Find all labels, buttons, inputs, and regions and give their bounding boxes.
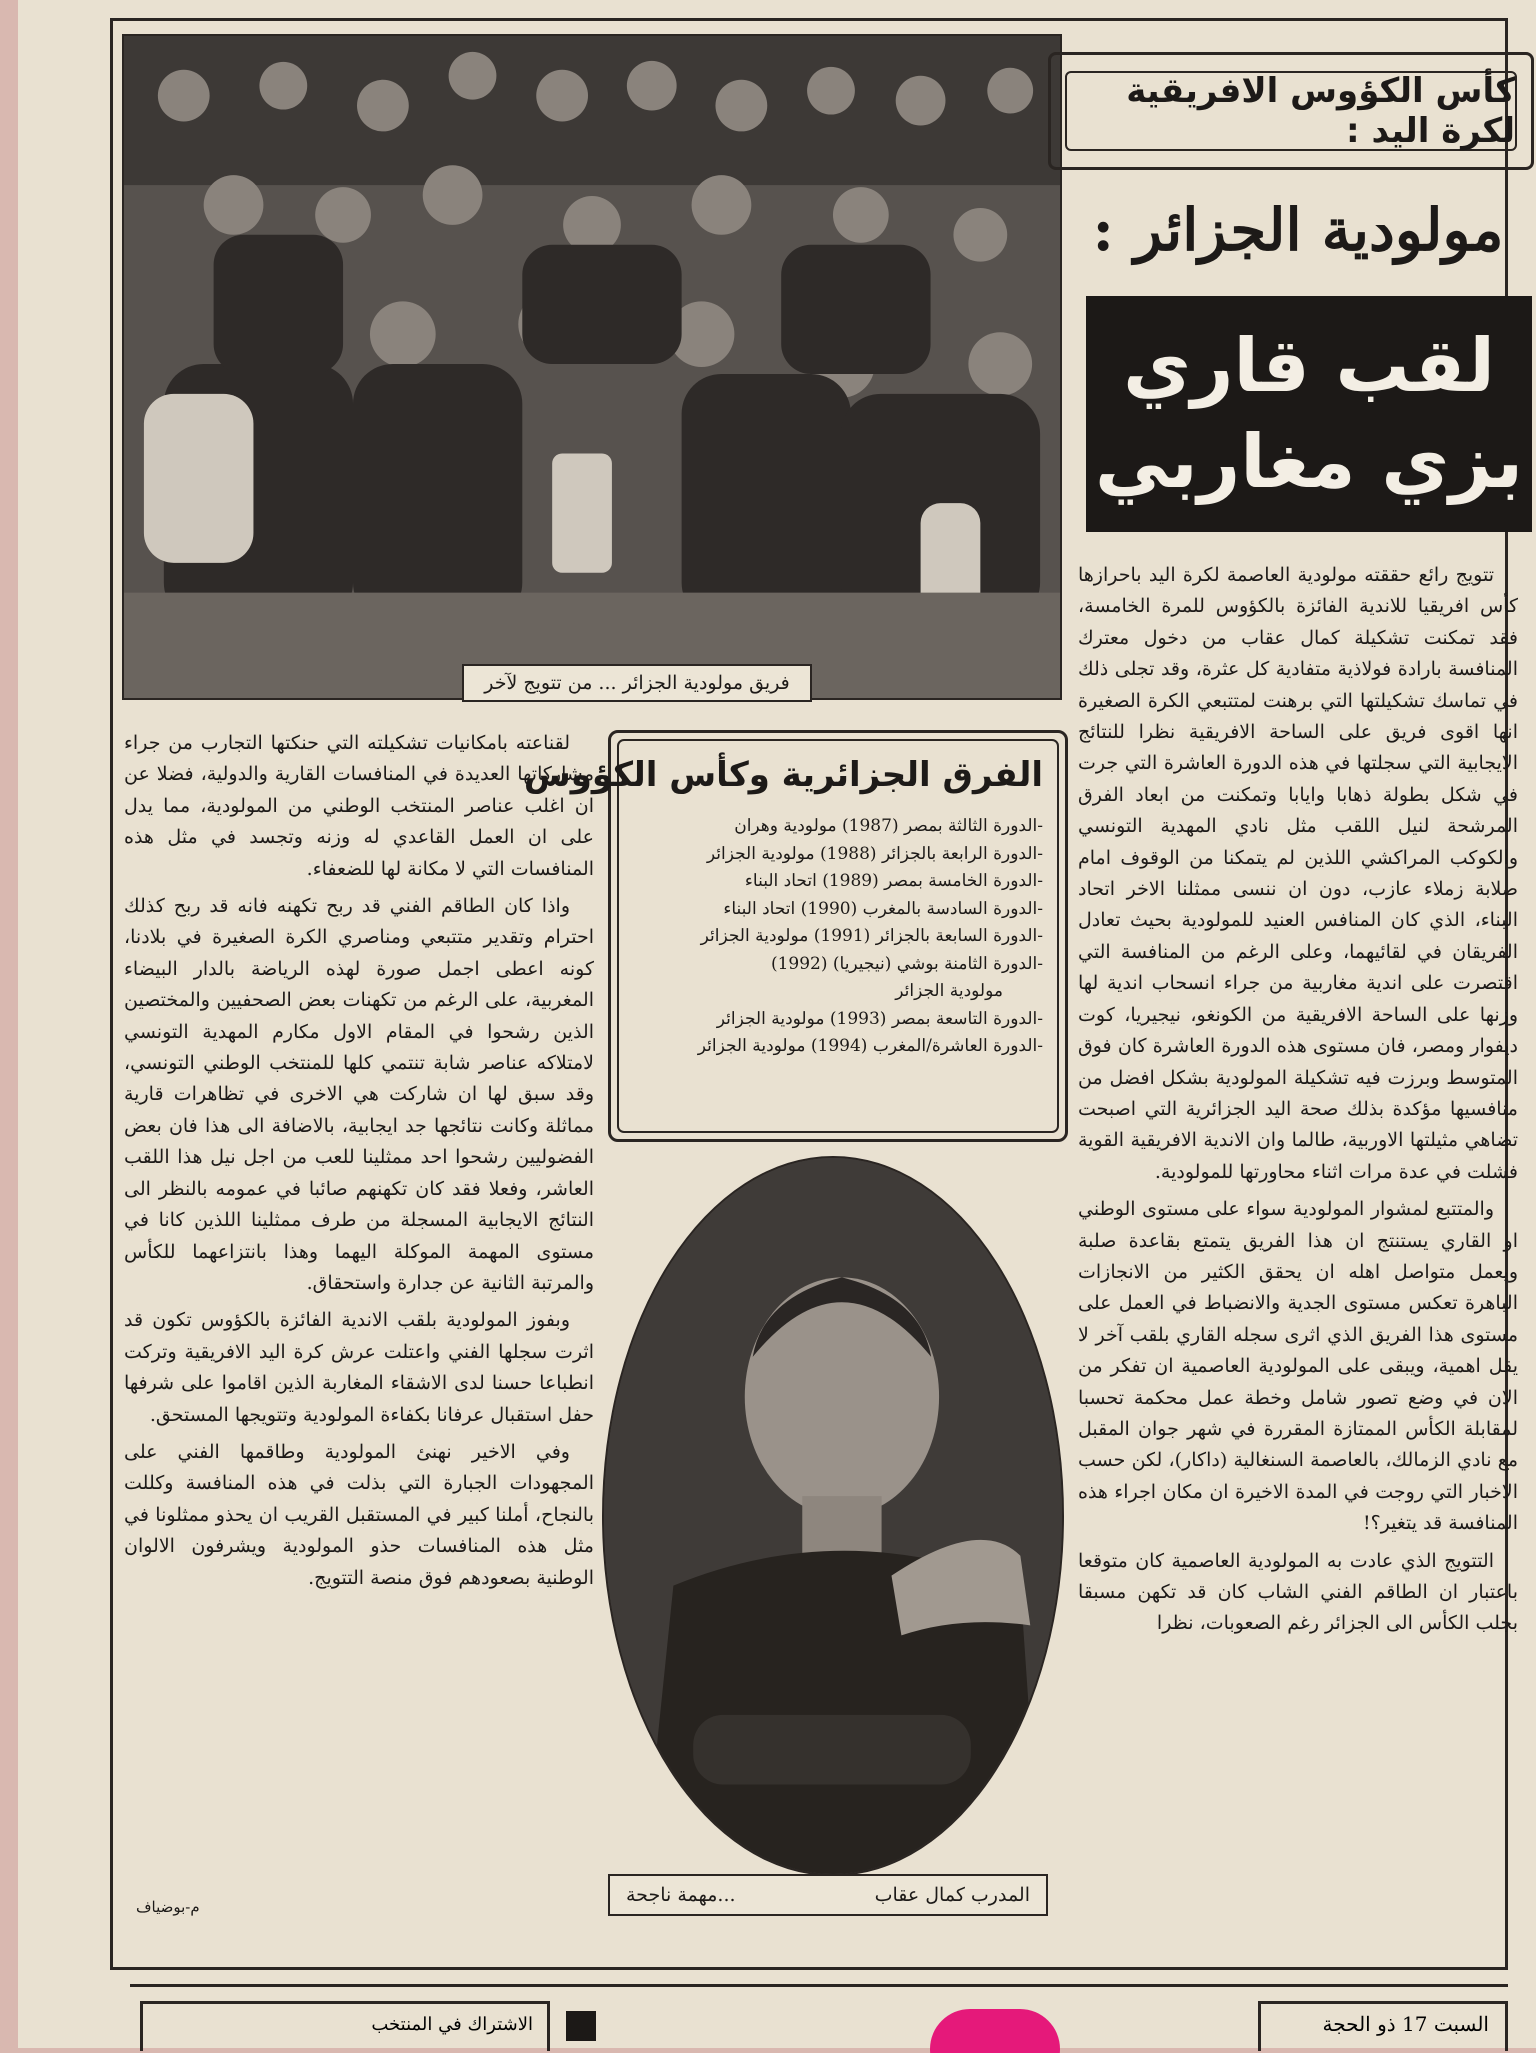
signature: م-بوضياف — [136, 1898, 200, 1916]
right-paragraph-1: تتويج رائع حققته مولودية العاصمة لكرة اليد باحرازها كأس افريقيا للاندية الفائزة بالكؤوس للمرة الخامسة، فقد تمكنت تشكيلة كمال عقاب من دخول معترك المنافسة بارادة فولاذية متفادية كل عثرة، وقد تجلى ذلك في تماسك تشكيلتها التي برهنت لمتتبعي الكرة الصغيرة انها اقوى فريق على الساحة الافريقية نظرا للنتائج الايجابية التي سجلتها في هذه الدورة العاشرة التي جرت في شكل بطولة ذهابا وايابا وتمكنت من ابعاد الفرق المرشحة لنيل اللقب مثل نادي المهدية التونسي والكوكب المراكشي اللذين لم يتمكنا من الوقوف امام صلابة زملاء عازب، دون ان ننسى ممثلنا الاخر اتحاد البناء، الذي كان المنافس العنيد للمولودية بحيث تعادل الفريقان في لقائيهما، وعلى الرغم من المنافسة التي اقتصرت على اندية مغاربية من جراء انسحاب اندية لها وزنها على الساحة الافريقية من الكونغو، نيجيريا، كوت ديفوار ومصر، فان مستوى هذه الدورة العاشرة كان فوق المتوسط وبرزت فيه تشكيلة المولودية بشكل افضل من منافسيها مؤكدة بذلك صحة اليد الجزائرية التي اصبحت تضاهي مثيلتها الاوربية، طالما وان الاندية الافريقية القوية فشلت في عدة مرات اثناء محاورتها للمولودية. — [1078, 564, 1518, 1183]
right-paragraph-2: والمتتبع لمشوار المولودية سواء على مستوى الوطني او القاري يستنتج ان هذا الفريق يتمتع بقاعدة صلبة ويعمل متواصل اهله ان يحقق الكثير من الانجازات الباهرة تعكس مستوى الجدية والانضباط في العمل على مستوى هذا الفريق الذي اثرى سجله القاري بلقب آخر لا يقل اهمية، ويبقى على المولودية العاصمية ان تفكر من الان في وضع تصور شامل وخطة عمل محكمة تحسبا لمقابلة الكأس الممتازة المقررة في شهر جوان المقبل مع نادي الزمالك، بالعاصمة السنغالية (داكار)، لكن حسب الاخبار التي روجت في المدة الاخيرة ان مكان اجراء هذه المنافسة قد يتغير؟! — [1078, 1198, 1518, 1535]
left-paragraph-1: لقناعته بامكانيات تشكيلته التي حنكتها التجارب من جراء مشاركاتها العديدة في المنافسات القارية والدولية، فضلا عن ان اغلب عناصر المنتخب الوطني من المولودية، مما يدل على ان العمل القاعدي له وزنه وتجسد في مثل هذه المنافسات التي لا مكانة لها للضعفاء. — [124, 732, 594, 880]
headline-line-2: بزي مغاربي — [1094, 419, 1524, 505]
kicker-text: كأس الكؤوس الافريقية لكرة اليد : — [1065, 71, 1517, 151]
cup-history-title: الفرق الجزائرية وكأس الكؤوس — [523, 755, 1043, 795]
newspaper-page — [18, 0, 1536, 2048]
team-photo — [122, 34, 1062, 700]
headline-line-1: لقب قاري — [1123, 323, 1495, 409]
list-item: -الدورة الرابعة بالجزائر (1988) مولودية الجزائر — [706, 843, 1043, 864]
coach-portrait — [602, 1156, 1064, 1876]
cup-history-box — [523, 730, 1068, 1142]
left-column — [124, 728, 594, 1906]
portrait-caption — [608, 1874, 1048, 1916]
list-item: -الدورة العاشرة/المغرب (1994) مولودية الجزائر — [697, 1036, 1043, 1056]
footer-ad-shape — [930, 2009, 1060, 2053]
team-photo-caption: فريق مولودية الجزائر ... من تتويج لآخر — [462, 664, 812, 702]
list-item: -الدورة التاسعة بمصر (1993) مولودية الجزائر — [716, 1008, 1043, 1029]
team-photo-image — [124, 36, 1060, 698]
right-column — [1078, 560, 1518, 1980]
left-paragraph-2: واذا كان الطاقم الفني قد ربح تكهنه فانه قد ربح كذلك احترام وتقدير متتبعي ومناصري الكرة الصغيرة في بلادنا، كونه اعطى اجمل صورة لهذه الرياضة بالدار البيضاء المغربية، على الرغم من تكهنات بعض الصحفيين والمختصين الذين رشحوا في المقام الاول مكارم المهدية التونسي لامتلاكه عناصر شابة تنتمي كلها للمنتخب الوطني التونسي، وقد سبق لها ان شاركت هي الاخرى في تظاهرات قارية مماثلة وكانت نتائجها جد ايجابية، بالاضافة الى هذا فان بعض الفضوليين رشحوا احد ممثلينا للعب من اجل نيل هذا اللقب العاشر، وفعلا فقد كان تكهنهم صائبا في عمومه بالنظر الى النتائج الايجابية المسجلة من طرف ممثلينا اللذين كانا في مستوى المهمة الموكلة اليهما وهذا بانتزاعهما للكأس والمرتبة الثانية عن جدارة واستحقاق. — [124, 895, 594, 1294]
cup-history-list — [633, 813, 1043, 1061]
right-paragraph-3: التتويج الذي عادت به المولودية العاصمية كان متوقعا باعتبار ان الطاقم الفني الشاب كان قد تكهن مسبقا بجلب الكأس الى الجزائر رغم الصعوبات، نظرا — [1078, 1549, 1518, 1635]
kicker-box — [1048, 52, 1534, 170]
portrait-caption-right: المدرب كمال عقاب — [874, 1884, 1030, 1906]
page-footer — [130, 1984, 1508, 2051]
footer-date-box: السبت 17 ذو الحجة — [1258, 2001, 1508, 2051]
left-paragraph-4: وفي الاخير نهنئ المولودية وطاقمها الفني على المجهودات الجبارة التي بذلت في هذه المنافسة وكللت بالنجاح، أملنا كبير في المستقبل القريب ان يحذو ممثلونا في مثل هذه المنافسات حذو المولودية ويشرفون الالوان الوطنية بصعودهم فوق منصة التتويج. — [124, 1440, 594, 1589]
headline-box — [1086, 296, 1532, 532]
footer-left-box: الاشتراك في المنتخب — [140, 2001, 550, 2051]
list-item: -الدورة السابعة بالجزائر (1991) مولودية الجزائر — [700, 926, 1043, 946]
portrait-caption-left: ...مهمة ناجحة — [626, 1884, 736, 1906]
list-item: -الدورة الثامنة بوشي (نيجيريا) (1992) — [770, 953, 1043, 974]
footer-square-icon — [566, 2011, 596, 2041]
coach-portrait-image — [604, 1158, 1062, 1874]
list-item: -الدورة الثالثة بمصر (1987) مولودية وهران — [734, 816, 1043, 836]
list-item: -الدورة الخامسة بمصر (1989) اتحاد البناء — [744, 871, 1043, 891]
list-item: مولودية الجزائر — [895, 981, 1003, 1001]
headline-top: مولودية الجزائر : — [1092, 196, 1504, 264]
list-item: -الدورة السادسة بالمغرب (1990) اتحاد البناء — [723, 898, 1043, 919]
left-paragraph-3: وبفوز المولودية بلقب الاندية الفائزة بالكؤوس تكون قد اثرت سجلها الفني واعتلت عرش كرة اليد الافريقية وتركت انطباعا حسنا لدى الاشقاء المغاربة الذين اقاموا على شرفها حفل استقبال عرفانا بكفاءة المولودية وتتويجها المستحق. — [124, 1309, 594, 1426]
